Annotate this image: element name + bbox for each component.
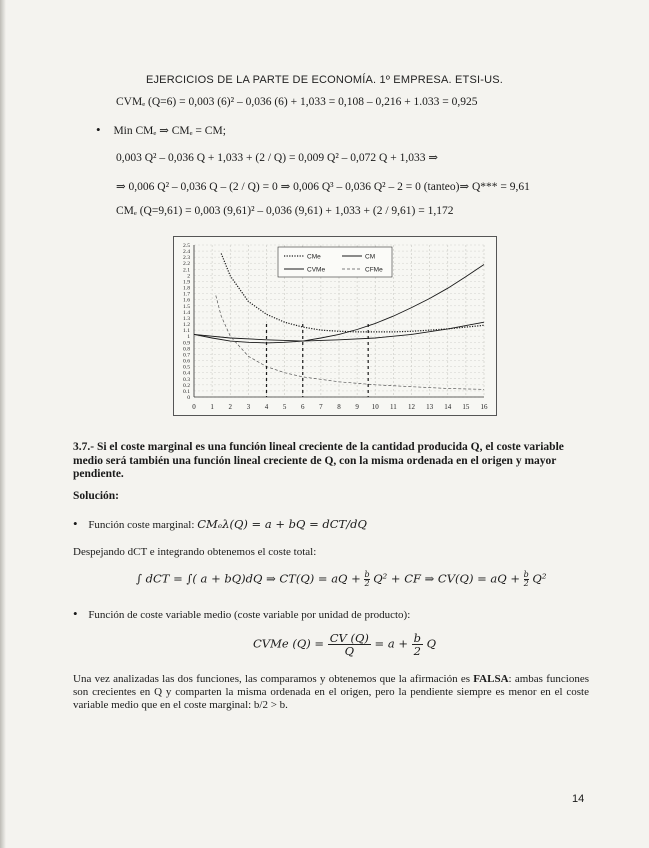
y-tick-label: 1.7 xyxy=(183,291,190,298)
variable-cost-bullet xyxy=(73,606,410,622)
y-tick-label: 1.6 xyxy=(183,297,190,304)
question-number: 3.7.- xyxy=(73,441,95,453)
conclusion-paragraph xyxy=(73,673,589,712)
scan-edge-shadow xyxy=(0,0,6,848)
cv-over-q-fraction: $\frac{CV (Q)}{Q}$ xyxy=(329,631,369,658)
x-tick-label: 3 xyxy=(246,403,251,411)
b-over-2-fraction: $\frac{b}{2}$ xyxy=(364,570,370,588)
legend-label-cme: CMe xyxy=(307,253,321,261)
y-tick-label: 0.5 xyxy=(183,364,190,371)
x-tick-label: 12 xyxy=(408,403,415,411)
y-tick-label: 0.2 xyxy=(183,382,190,389)
y-tick-label: 2.5 xyxy=(183,243,190,249)
x-tick-label: 2 xyxy=(228,403,232,411)
y-tick-label: 1.3 xyxy=(183,315,190,322)
cvme-equation xyxy=(253,632,436,657)
b-over-2-fraction: $\frac{b}{2}$ xyxy=(523,570,529,588)
x-tick-label: 16 xyxy=(480,403,488,411)
variable-cost-label: Función de coste variable medio (coste variable por unidad de producto): xyxy=(88,609,411,621)
y-tick-label: 0.9 xyxy=(183,340,190,347)
marginal-cost-bullet xyxy=(73,516,367,532)
y-tick-label: 1.5 xyxy=(183,303,190,310)
y-tick-label: 2.3 xyxy=(183,255,190,262)
b-over-2-fraction: $\frac{b}{2}$ xyxy=(413,631,422,658)
cme-q961-line: CMₑ (Q=9,61) = 0,003 (9,61)² – 0,036 (9,61) + 1,033 + (2 / 9,61) = 1,172 xyxy=(116,205,454,217)
bullet-icon: • xyxy=(73,606,78,621)
page-header: EJERCICIOS DE LA PARTE DE ECONOMÍA. 1º EMPRESA. ETSI-US. xyxy=(145,74,504,86)
y-tick-label: 1.1 xyxy=(183,328,190,335)
legend-label-cvme: CVMe xyxy=(307,266,326,274)
y-tick-label: 0 xyxy=(187,395,190,401)
x-tick-label: 4 xyxy=(264,403,269,411)
bullet-icon: • xyxy=(96,122,101,137)
y-tick-label: 0.3 xyxy=(183,376,190,383)
x-tick-label: 7 xyxy=(319,403,323,411)
y-tick-label: 0.6 xyxy=(183,358,190,365)
integral-part-c: Q² xyxy=(532,571,547,586)
conclusion-text-2: : ambas funciones son crecientes en Q y comparten la misma ordenada en el origen, pero la pendiente siempre es menor en el coste variable medio que en el coste marginal: b/2 > b. xyxy=(73,673,589,711)
question-text: Si el coste marginal es una función lineal creciente de la cantidad producida Q, el coste variable medio será también una función lineal creciente de Q, con la misma ordenada en el origen y mayor pendiente. xyxy=(73,441,564,480)
min-cme-bullet xyxy=(96,122,226,138)
conclusion-text-1: Una vez analizadas las dos funciones, las comparamos y obtenemos que la afirmación es xyxy=(73,673,474,685)
y-tick-label: 1.4 xyxy=(183,309,190,316)
min-cme-text: Min CMₑ ⇒ CMₑ = CM; xyxy=(113,125,226,137)
equation-line-1: 0,003 Q² – 0,036 Q + 1,033 + (2 / Q) = 0,009 Q² – 0,072 Q + 1,033 ⇒ xyxy=(116,152,438,164)
x-tick-label: 9 xyxy=(355,403,359,411)
solution-title: Solución: xyxy=(73,490,120,502)
integral-part-b: Q² + CF ⇒ CV(Q) = aQ + xyxy=(373,571,520,586)
x-tick-label: 14 xyxy=(444,403,452,411)
x-tick-label: 5 xyxy=(282,403,287,411)
y-tick-label: 0.4 xyxy=(183,370,190,377)
y-tick-label: 2.2 xyxy=(183,261,190,268)
chart-svg xyxy=(174,237,496,415)
x-tick-label: 0 xyxy=(192,403,196,411)
x-tick-label: 8 xyxy=(337,403,341,411)
y-tick-label: 0.1 xyxy=(183,388,190,395)
marginal-cost-formula: CMₑ𝜆(Q) = a + bQ = dCT/dQ xyxy=(197,517,367,531)
legend-label-cfme: CFMe xyxy=(365,266,383,274)
x-tick-label: 1 xyxy=(210,403,214,411)
x-tick-label: 11 xyxy=(390,403,397,411)
y-tick-label: 0.8 xyxy=(183,346,190,353)
y-tick-label: 2.1 xyxy=(183,267,190,274)
cost-curves-chart xyxy=(173,236,497,416)
legend-label-cm: CM xyxy=(365,253,376,261)
y-tick-label: 2.4 xyxy=(183,249,190,256)
y-tick-label: 1 xyxy=(187,334,190,341)
x-tick-label: 15 xyxy=(462,403,470,411)
marginal-cost-label: Función coste marginal: xyxy=(88,519,195,531)
page-number: 14 xyxy=(572,793,585,805)
y-tick-label: 0.7 xyxy=(183,352,190,359)
cvme-tail: Q xyxy=(426,636,437,651)
bullet-icon: • xyxy=(73,516,78,531)
x-tick-label: 10 xyxy=(371,403,379,411)
y-tick-label: 1.9 xyxy=(183,279,190,286)
x-tick-label: 6 xyxy=(301,403,305,411)
cvme-q6-line: CVMₑ (Q=6) = 0,003 (6)² – 0,036 (6) + 1,033 = 0,108 – 0,216 + 1.033 = 0,925 xyxy=(116,96,478,108)
cvme-lhs: CVMe (Q) = xyxy=(253,636,325,651)
integral-part-a: ∫ dCT = ∫( a + bQ)dQ ⇒ CT(Q) = aQ + xyxy=(136,571,361,586)
question-3-7 xyxy=(73,441,595,482)
y-tick-label: 1.2 xyxy=(183,322,190,329)
y-tick-label: 2 xyxy=(187,273,190,280)
despejando-text: Despejando dCT e integrando obtenemos el coste total: xyxy=(73,546,317,558)
equation-line-2: ⇒ 0,006 Q² – 0,036 Q – (2 / Q) = 0 ⇒ 0,006 Q³ – 0,036 Q² – 2 = 0 (tanteo)⇒ Q*** = 9,61 xyxy=(116,181,530,193)
x-tick-label: 13 xyxy=(426,403,434,411)
false-verdict: FALSA xyxy=(473,673,509,685)
cvme-mid: = a + xyxy=(374,636,408,651)
y-tick-label: 1.8 xyxy=(183,285,190,292)
integral-equation xyxy=(136,571,546,588)
